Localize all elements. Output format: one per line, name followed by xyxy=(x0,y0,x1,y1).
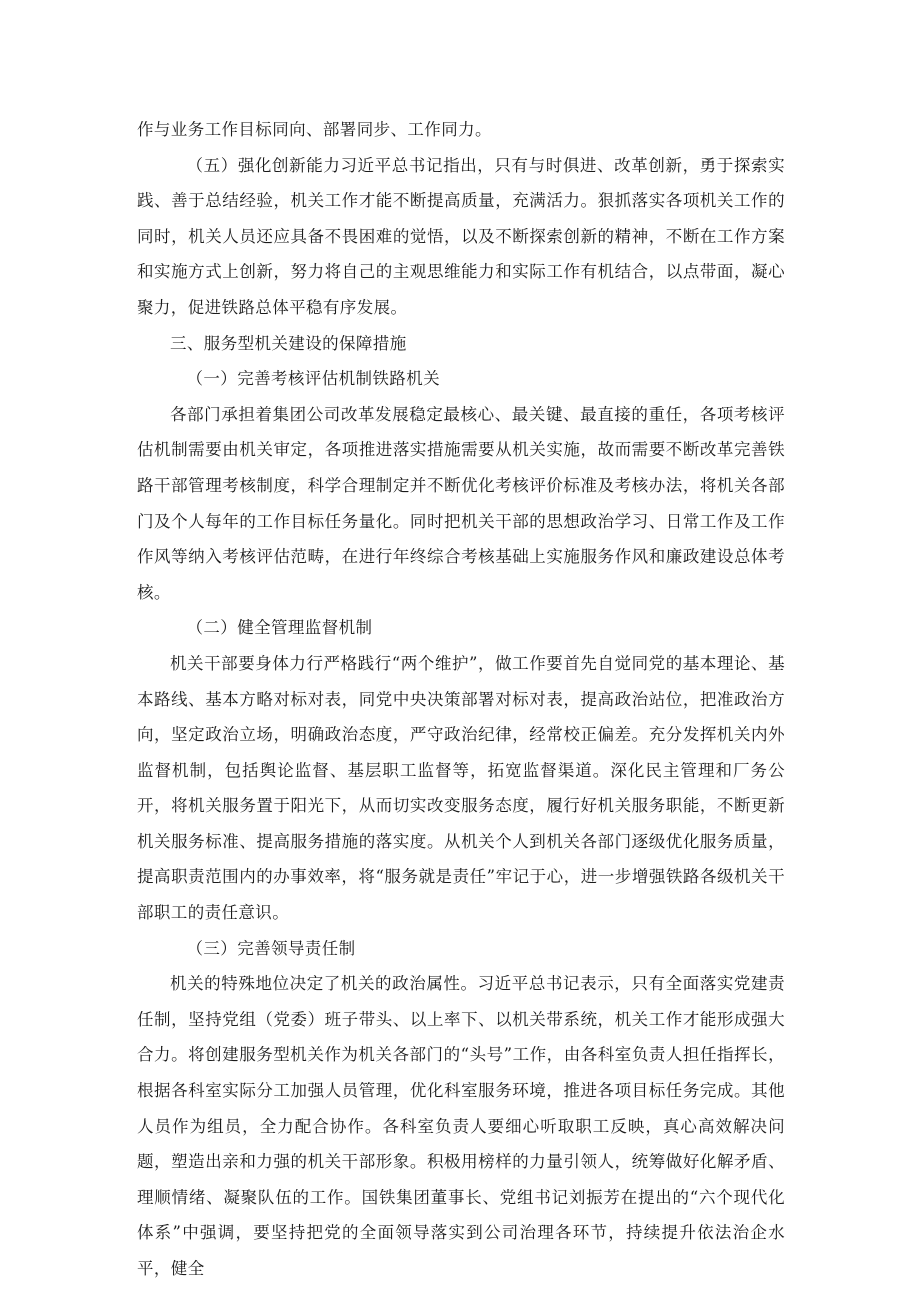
subheading-supervision-mechanism: （二）健全管理监督机制 xyxy=(186,618,373,638)
paragraph-leadership-responsibility: 机关的特殊地位决定了机关的政治属性。习近平总书记表示，只有全面落实党建责任制，坚持党组（党委）班子带头、以上率下、以机关带系统，机关工作才能形成强大合力。将创建服务型机关作为机关各部门的“头号”工作，由各科室负责人担任指挥长，根据各科室实际分工加强人员管理，优化科室服务环境，推进各项目标任务完成。其他人员作为组员，全力配合协作。各科室负责人要细心听取职工反映，真心高效解决问题，塑造出亲和力强的机关干部形象。积极用榜样的力量引领人，统筹做好化解矛盾、理顺情绪、凝聚队伍的工作。国铁集团董事长、党组书记刘振芳在提出的“六个现代化体系”中强调，要坚持把党的全面领导落实到公司治理各环节，持续提升依法治企水平，健全 xyxy=(137,974,785,1278)
paragraph-supervision-mechanism: 机关干部要身体力行严格践行“两个维护”，做工作要首先自觉同党的基本理论、基本路线、基本方略对标对表，同党中央决策部署对标对表，提高政治站位，把准政治方向，坚定政治立场，明确政治态度，严守政治纪律，经常校正偏差。充分发挥机关内外监督机制，包括舆论监督、基层职工监督等，拓宽监督渠道。深化民主管理和厂务公开，将机关服务置于阳光下，从而切实改变服务态度，履行好机关服务职能，不断更新机关服务标准、提高服务措施的落实度。从机关个人到机关各部门逐级优化服务质量，提高职责范围内的办事效率，将“服务就是责任”牢记于心，进一步增强铁路各级机关干部职工的责任意识。 xyxy=(137,653,785,923)
paragraph-innovation-capability: （五）强化创新能力习近平总书记指出，只有与时俱进、改革创新，勇于探索实践、善于总结经验，机关工作才能不断提高质量，充满活力。狠抓落实各项机关工作的同时，机关人员还应具备不畏困难的觉悟，以及不断探索创新的精神，不断在工作方案和实施方式上创新，努力将自己的主观思维能力和实际工作有机结合，以点带面，凝心聚力，促进铁路总体平稳有序发展。 xyxy=(137,155,785,317)
subheading-assessment-mechanism: （一）完善考核评估机制铁路机关 xyxy=(186,369,440,389)
subheading-leadership-responsibility: （三）完善领导责任制 xyxy=(186,938,356,958)
paragraph-assessment-mechanism: 各部门承担着集团公司改革发展稳定最核心、最关键、最直接的重任，各项考核评估机制需要由机关审定，各项推进落实措施需要从机关实施，故而需要不断改革完善铁路干部管理考核制度，科学合理制定并不断优化考核评价标准及考核办法，将机关各部门及个人每年的工作目标任务量化。同时把机关干部的思想政治学习、日常工作及工作作风等纳入考核评估范畴，在进行年终综合考核基础上实施服务作风和廉政建设总体考核。 xyxy=(137,404,785,602)
paragraph-continuation: 作与业务工作目标同向、部署同步、工作同力。 xyxy=(137,120,492,139)
document-body xyxy=(137,112,785,1287)
section-heading-safeguards: 三、服务型机关建设的保障措施 xyxy=(170,333,407,353)
